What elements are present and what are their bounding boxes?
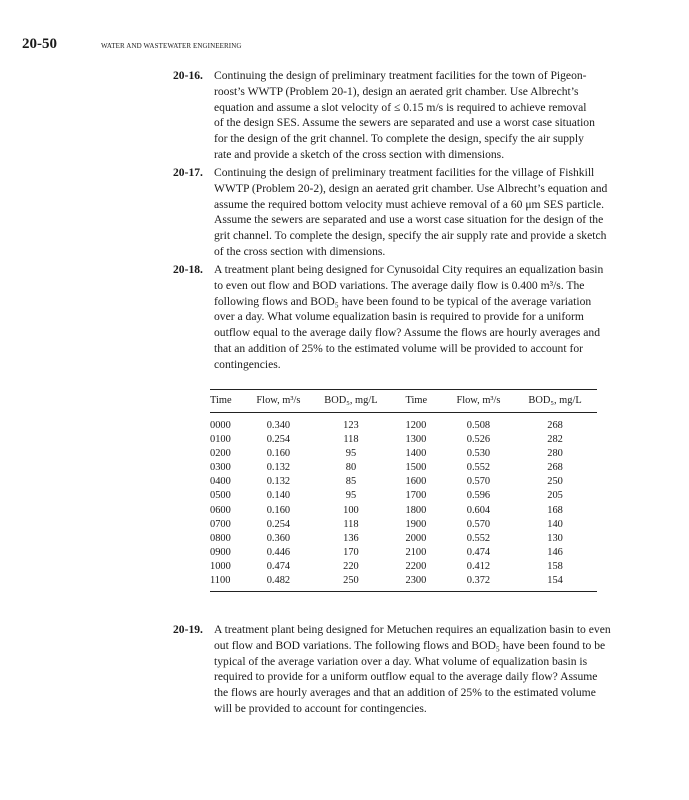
- cell-flow-2: 0.604: [466, 504, 491, 516]
- cell-bod: 220: [343, 560, 359, 572]
- problem-number: 20-19.: [173, 623, 203, 636]
- table-header-row: [210, 390, 597, 413]
- running-head: WATER AND WASTEWATER ENGINEERING: [101, 42, 242, 50]
- cell-flow-2: 0.508: [466, 420, 491, 431]
- cell-time: 0700: [210, 518, 231, 530]
- table-row: [210, 475, 597, 489]
- cell-time: 0100: [210, 434, 231, 446]
- cell-bod-2: 282: [547, 434, 563, 446]
- problem-text: [173, 262, 643, 373]
- problem-line: grit channel. To complete the design, specify the air supply rate and provide a sketch: [214, 229, 607, 243]
- cell-time-2: 1400: [405, 448, 427, 460]
- table-row: [210, 489, 597, 503]
- problem-line: Continuing the design of preliminary treatment facilities for the village of Fishkill: [214, 166, 595, 179]
- cell-time-2: 2300: [392, 574, 444, 592]
- cell-time-2: 2000: [405, 532, 427, 544]
- cell-time: 0000: [210, 420, 231, 431]
- problem-line: contingencies.: [214, 357, 281, 371]
- table-row: [210, 546, 597, 560]
- table-row: [210, 560, 597, 574]
- table-row: [210, 532, 597, 546]
- cell-flow: 0.160: [266, 504, 291, 516]
- table-row: [210, 504, 597, 518]
- col-header-bod: BOD₅, mg/L: [310, 390, 391, 413]
- problem-line: equation and assume a slot velocity of ≤ 0.15 m/s is required to achieve removal: [214, 100, 587, 114]
- problem-20-18: [173, 262, 643, 373]
- problem-line: the flows are hourly averages and that an addition of 25% to the estimated volume: [214, 686, 596, 700]
- problem-line: out flow and BOD variations. The following flows and BOD₅ have been found to be: [214, 638, 606, 652]
- problem-line: outflow equal to the average daily flow? Assume the flows are hourly averages and: [214, 326, 601, 340]
- cell-bod: 136: [343, 532, 359, 544]
- cell-bod: 95: [345, 490, 357, 502]
- cell-time: 0400: [210, 476, 231, 488]
- table-row: [210, 413, 597, 434]
- cell-bod: 118: [343, 518, 359, 530]
- problem-line: will be provided to account for contingencies.: [214, 701, 427, 715]
- cell-flow: 0.254: [266, 518, 291, 530]
- cell-flow: 0.160: [266, 448, 291, 460]
- col-header-time-2: Time: [392, 390, 444, 413]
- cell-time-2: 1600: [405, 476, 427, 488]
- problem-line: roost’s WWTP (Problem 20-1), design an aerated grit chamber. Use Albrecht’s: [214, 84, 579, 98]
- cell-flow: 0.132: [266, 462, 291, 474]
- cell-flow-2: 0.526: [466, 434, 491, 446]
- problem-line: for the design of the grit channel. To complete the design, specify the air supply: [214, 132, 584, 146]
- table-row: [210, 574, 597, 592]
- cell-bod-2: 268: [547, 420, 563, 431]
- cell-flow: 0.446: [266, 546, 291, 558]
- cell-time-2: 1900: [405, 518, 427, 530]
- problem-text: [173, 622, 643, 717]
- cell-bod-2: 280: [547, 448, 563, 460]
- cell-bod: 118: [343, 434, 359, 446]
- cell-flow: 0.474: [266, 560, 291, 572]
- cell-bod-2: 130: [547, 532, 563, 544]
- cell-flow-2: 0.570: [466, 518, 491, 530]
- page-number: 20-50: [22, 36, 57, 52]
- table-row: [210, 461, 597, 475]
- cell-flow: 0.132: [266, 476, 291, 488]
- problem-line: following flows and BOD₅ have been found to be typical of the average variation: [214, 294, 592, 308]
- cell-time: 0900: [210, 546, 231, 558]
- problem-number: 20-16.: [173, 69, 203, 82]
- problem-line: over a day. What volume equalization basin is required to provide for a uniform: [214, 310, 584, 324]
- cell-flow: 0.482: [246, 574, 310, 592]
- col-header-flow: Flow, m³/s: [246, 390, 310, 413]
- cell-time: 1000: [210, 560, 231, 572]
- problem-line: rate and provide a sketch of the cross section with dimensions.: [214, 147, 505, 161]
- problem-line: required to provide for a uniform outflow equal to the average daily flow? Assume: [214, 670, 598, 684]
- problem-line: typical of the average variation over a day. What volume of equalization basin is: [214, 654, 588, 668]
- cell-time: 1100: [210, 574, 246, 592]
- cell-bod: 250: [310, 574, 391, 592]
- problem-line: A treatment plant being designed for Cynusoidal City requires an equalization basin: [214, 263, 604, 276]
- cell-flow-2: 0.372: [444, 574, 513, 592]
- cell-time: 0500: [210, 490, 231, 502]
- cell-time-2: 1200: [405, 420, 427, 431]
- cell-time-2: 1500: [405, 462, 427, 474]
- cell-bod: 85: [345, 476, 357, 488]
- cell-time-2: 2200: [405, 560, 427, 572]
- problem-text: [173, 68, 643, 163]
- table-body: [210, 413, 597, 592]
- col-header-flow-2: Flow, m³/s: [444, 390, 513, 413]
- cell-flow-2: 0.552: [466, 532, 491, 544]
- problem-number: 20-17.: [173, 166, 203, 179]
- cell-bod-2: 140: [547, 518, 563, 530]
- problem-line: A treatment plant being designed for Metuchen requires an equalization basin to even: [214, 623, 611, 636]
- problem-line: to even out flow and BOD variations. The average daily flow is 0.400 m³/s. The: [214, 278, 585, 292]
- cell-time: 0300: [210, 462, 231, 474]
- problem-line: of the cross section with dimensions.: [214, 244, 386, 258]
- cell-time: 0800: [210, 532, 231, 544]
- cell-flow: 0.340: [266, 420, 291, 431]
- table-row: [210, 518, 597, 532]
- cell-time: 0600: [210, 504, 231, 516]
- cell-bod: 123: [343, 420, 359, 431]
- problem-number: 20-18.: [173, 263, 203, 276]
- cell-time-2: 1800: [405, 504, 427, 516]
- cell-bod-2: 205: [547, 490, 563, 502]
- problem-line: Continuing the design of preliminary treatment facilities for the town of Pigeon-: [214, 69, 587, 82]
- cell-time: 0200: [210, 448, 231, 460]
- cell-flow-2: 0.570: [466, 476, 491, 488]
- cell-time-2: 1700: [405, 490, 427, 502]
- cell-bod-2: 146: [547, 546, 563, 558]
- col-header-time: Time: [210, 390, 246, 413]
- problem-line: that an addition of 25% to the estimated volume will be provided to account for: [214, 341, 583, 355]
- cell-flow-2: 0.412: [466, 560, 491, 572]
- cell-bod: 100: [343, 504, 359, 516]
- table-row: [210, 433, 597, 447]
- problem-line: Assume the sewers are separated and use a worst case situation for the design of the: [214, 213, 604, 227]
- cell-bod: 95: [345, 448, 357, 460]
- cell-bod-2: 154: [513, 574, 597, 592]
- cell-bod-2: 268: [547, 462, 563, 474]
- cell-flow: 0.254: [266, 434, 291, 446]
- cell-bod: 80: [345, 462, 357, 474]
- col-header-bod-2: BOD₅, mg/L: [513, 390, 597, 413]
- cell-bod-2: 158: [547, 560, 563, 572]
- cell-flow-2: 0.552: [466, 462, 491, 474]
- problem-20-17: [173, 165, 643, 260]
- cell-flow-2: 0.596: [466, 490, 491, 502]
- problem-20-19: [173, 622, 643, 717]
- cell-time-2: 2100: [405, 546, 427, 558]
- cell-flow: 0.140: [266, 490, 291, 502]
- problem-line: WWTP (Problem 20-2), design an aerated grit chamber. Use Albrecht’s equation and: [214, 181, 608, 195]
- cell-bod: 170: [343, 546, 359, 558]
- problem-line: assume the required bottom velocity must achieve removal of a 60 μm SES particle.: [214, 197, 604, 211]
- cell-time-2: 1300: [405, 434, 427, 446]
- cell-bod-2: 250: [547, 476, 563, 488]
- flow-bod-table: [210, 389, 597, 592]
- cell-flow-2: 0.530: [466, 448, 491, 460]
- cell-bod-2: 168: [547, 504, 563, 516]
- problem-text: [173, 165, 643, 260]
- table-row: [210, 447, 597, 461]
- problem-20-16: [173, 68, 643, 163]
- cell-flow: 0.360: [266, 532, 291, 544]
- cell-flow-2: 0.474: [466, 546, 491, 558]
- problem-line: of the design SES. Assume the sewers are separated and use a worst case situation: [214, 116, 595, 130]
